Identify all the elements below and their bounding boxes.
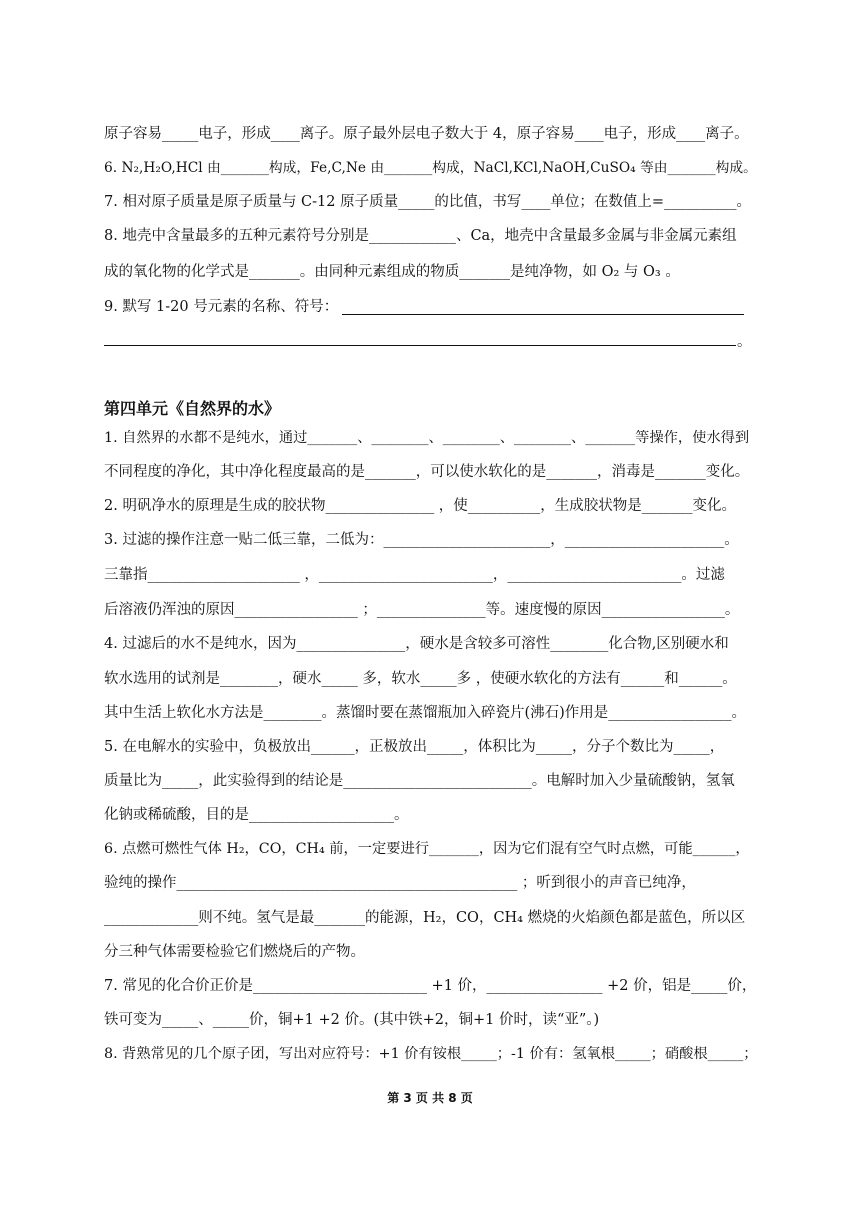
text-line: 4. 过滤后的水不是纯水，因为_______________，硬水是含较多可溶性________化合物,区别硬水和 [104, 636, 729, 652]
text-line: 9. 默写 1-20 号元素的名称、符号： [104, 299, 339, 315]
text-line: 5. 在电解水的实验中，负极放出______，正极放出_____，体积比为_____，分子个数比为_____， [104, 739, 725, 755]
text-line: 其中生活上软化水方法是________。蒸馏时要在蒸馏瓶加入碎瓷片(沸石)作用是_________________。 [104, 705, 747, 721]
page-footer: 第 3 页 共 8 页 [387, 1091, 473, 1105]
text-line: 原子容易_____电子，形成____离子。原子最外层电子数大于 4，原子容易____电子，形成____离子。 [104, 126, 749, 142]
text-line: 铁可变为_____、_____价，铜+1 +2 价。(其中铁+2，铜+1 价时，读“亚”。) [104, 1012, 600, 1028]
answer-blank-line [342, 314, 744, 315]
answer-blank-line [104, 345, 736, 346]
text-line: 7. 相对原子质量是原子质量与 C-12 原子质量_____的比值，书写____单位；在数值上=__________。 [104, 194, 752, 210]
text-line: 8. 地壳中含量最多的五种元素符号分别是____________、Ca，地壳中含量最多金属与非金属元素组 [104, 228, 737, 244]
text-line: 三靠指_____________________ ，________________________，________________________。过滤 [104, 567, 725, 583]
text-line: 分三种气体需要检验它们燃烧后的产物。 [104, 944, 365, 960]
text-line: 不同程度的净化，其中净化程度最高的是_______，可以使水软化的是_______，消毒是_______变化。 [104, 464, 750, 480]
text-line: 。 [737, 334, 752, 350]
text-line: 7. 常见的化合价正价是________________________ +1 价，________________ +2 价，铝是_____价， [104, 978, 757, 994]
text-line: 质量比为_____，此实验得到的结论是__________________________。电解时加入少量硫酸钠，氢氧 [104, 773, 735, 789]
text-line: 验纯的操作_______________________________________________ ；听到很小的声音已纯净， [104, 875, 696, 891]
section-heading: 第四单元《自然界的水》 [104, 399, 281, 418]
text-line: 2. 明矾净水的原理是生成的胶状物_______________ ，使__________，生成胶状物是_______变化。 [104, 498, 737, 514]
text-line: 6. 点燃可燃性气体 H₂，CO，CH₄ 前，一定要进行_______，因为它们混有空气时点燃，可能______， [104, 841, 750, 857]
text-line: 3. 过滤的操作注意一贴二低三靠，二低为：_______________________，______________________。 [104, 532, 739, 548]
text-line: 1. 自然界的水都不是纯水，通过_______、________、________、________、_______等操作，使水得到 [104, 430, 750, 446]
text-line: 成的氧化物的化学式是_______。由同种元素组成的物质_______是纯净物，如 O₂ 与 O₃ 。 [104, 264, 680, 280]
text-line: 后溶液仍浑浊的原因_________________ ；_______________等。速度慢的原因_________________。 [104, 602, 740, 618]
text-line: 软水选用的试剂是________，硬水_____ 多，软水_____多 ，使硬水软化的方法有______和______。 [104, 671, 737, 687]
text-line: 6. N₂,H₂O,HCl 由_______构成，Fe,C,Ne 由_______构成，NaCl,KCl,NaOH,CuSO₄ 等由_______构成。 [104, 160, 757, 176]
text-line: _____________则不纯。氢气是最_______的能源，H₂，CO，CH₄ 燃烧的火焰颜色都是蓝色，所以区 [104, 910, 746, 926]
text-line: 化钠或稀硫酸，目的是____________________。 [104, 807, 409, 823]
text-line: 8. 背熟常见的几个原子团，写出对应符号：+1 价有铵根_____；-1 价有：氢氧根_____；硝酸根_____； [104, 1046, 758, 1062]
